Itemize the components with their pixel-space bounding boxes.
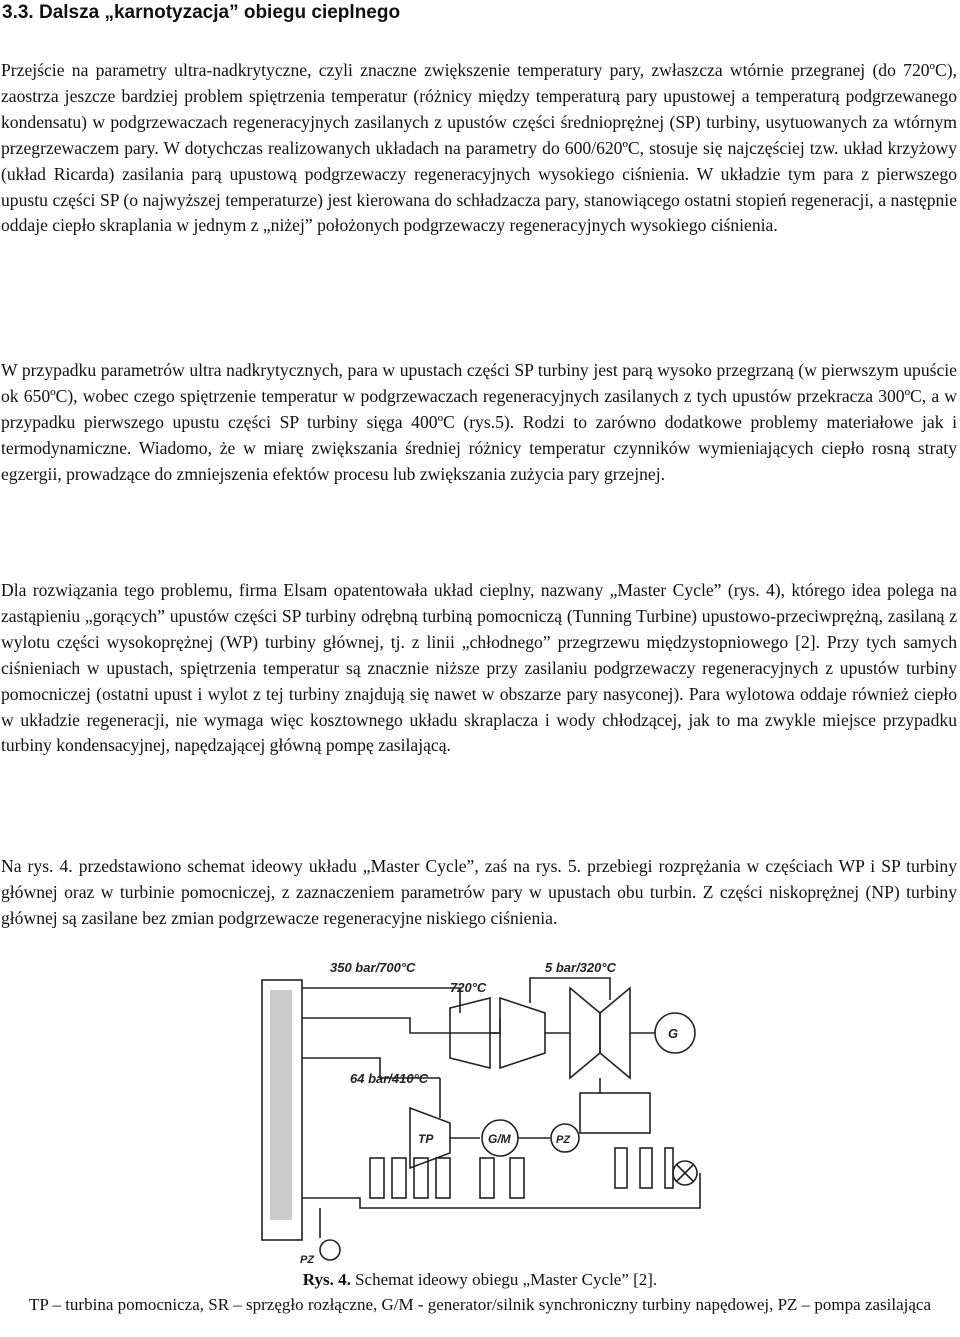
condenser	[580, 1093, 650, 1133]
label-exhaust: 5 bar/320°C	[545, 960, 616, 975]
hp-heater-4	[436, 1158, 450, 1198]
boiler-fill	[270, 990, 292, 1220]
lp-heater-1	[615, 1148, 627, 1188]
pz-bottom-circle	[320, 1240, 340, 1260]
paragraph-4: Na rys. 4. przedstawiono schemat ideowy układu „Master Cycle”, zaś na rys. 5. przebiegi rozprężania w częściach WP i SP turbiny głównej oraz w turbinie pomocniczej, z zaznaczeniem parametrów pary w upustach obu turbin. Z części niskoprężnej (NP) turbiny głównej są zasilane bez zmian podgrzewacze regeneracyjne niskiego ciśnienia.	[1, 856, 957, 928]
paragraph-3: Dla rozwiązania tego problemu, firma Elsam opatentowała układ cieplny, nazwany „Master Cycle” (rys. 4), którego idea polega na zastąpieniu „gorących” upustów części SP turbiny odrębną turbiną pomocniczą (Tunning Turbine) upustowo-przeciwprężną, zasilaną z wylotu części wysokoprężnej (WP) turbiny głównej, tj. z linii „chłodnego” przegrzewu międzystopniowego [2]. Przy tych samych ciśnieniach w upustach, spiętrzenia temperatur są znacznie niższe przy zasilaniu podgrzewaczy regeneracyjnych z upustów turbiny pomocniczej (ostatni upust i wylot z tej turbiny znajdują się nawet w obszarze pary nasyconej). Para wylotowa oddaje również ciepło w układzie regeneracji, nie wymaga więc kosztownego układu skraplacza i wody chłodzącej, jak to ma zwykle miejsce przypadku turbiny kondensacyjnej, napędzającej główną pompę zasilającą.	[1, 580, 957, 756]
label-reheat: 720°C	[450, 980, 487, 995]
paragraph-1: Przejście na parametry ultra-nadkrytyczne, czyli znaczne zwiększenie temperatury pary, zwłaszcza wtórnie przegranej (do 720ºC), zaostrza jeszcze bardziej problem spiętrzenia temperatur (różnicy między temperaturą pary upustowej a temperaturą podgrzewanego kondensatu) w podgrzewaczach regeneracyjnych zasilanych z upustów części średnioprężnej (SP) turbiny, usytuowanych za wtórnym przegrzewaczem pary. W dotychczas realizowanych układach na parametry do 600/620ºC, stosuje się najczęściej tzw. układ krzyżowy (układ Ricarda) zasilania parą upustową podgrzewaczy regeneracyjnych wysokiego ciśnienia. W układzie tym para z pierwszego upustu części SP (o najwyższej temperaturze) jest kierowana do schładzacza pary, stanowiącego ostatni stopień regeneracji, a następnie oddaje ciepło skraplania w jednym z „niżej” położonych podgrzewaczy regeneracyjnych wysokiego ciśnienia.	[1, 60, 957, 236]
label-generator: G	[668, 1026, 679, 1041]
label-gm: G/M	[488, 1132, 511, 1146]
hp-heater-2	[392, 1158, 406, 1198]
reheat-line	[302, 1018, 500, 1033]
label-pz-bottom: PZ	[300, 1254, 315, 1266]
section-heading: 3.3. Dalsza „karnotyzacja” obiegu cieplnego	[2, 2, 401, 23]
lp-turbine-right	[600, 988, 630, 1078]
hp-heater-1	[370, 1158, 384, 1198]
caption-label: Rys. 4.	[302, 1270, 351, 1289]
ip-turbine	[500, 998, 545, 1068]
label-pz: PZ	[556, 1134, 571, 1146]
label-main-steam: 350 bar/700°C	[330, 960, 416, 975]
figure-legend: TP – turbina pomocnicza, SR – sprzęgło rozłączne, G/M - generator/silnik synchroniczny turbiny napędowej, PZ – pompa zasilająca	[29, 1295, 931, 1314]
label-tp: TP	[418, 1132, 434, 1146]
schematic-svg	[260, 958, 710, 1266]
lp-heater-3	[665, 1148, 673, 1188]
caption-text: Schemat ideowy obiegu „Master Cycle” [2].	[355, 1270, 658, 1289]
hp-heater-5	[480, 1158, 494, 1198]
lp-heater-2	[640, 1148, 652, 1188]
hp-heater-6	[510, 1158, 524, 1198]
main-steam-line	[302, 988, 460, 1013]
paragraph-2: W przypadku parametrów ultra nadkrytycznych, para w upustach części SP turbiny jest parą wysoko przegrzaną (w pierwszym upuście ok 650ºC), wobec czego spiętrzenie temperatur w podgrzewaczach regeneracyjnych zasilanych z tych upustów przekracza 300ºC, a w przypadku pierwszego upustu części SP turbiny sięga 400ºC (rys.5). Rodzi to zarówno dodatkowe problemy materiałowe jak i termodynamiczne. Wiadomo, że w miarę zwiększania średniej różnicy temperatur czynników wymieniających ciepło rosną straty egzergii, prowadzące do zmniejszenia efektów procesu lub zwiększania zużycia pary grzejnej.	[1, 360, 957, 484]
label-extraction: 64 bar/410°C	[350, 1071, 429, 1086]
figure-caption	[0, 1270, 960, 1290]
master-cycle-diagram	[260, 958, 710, 1266]
lp-turbine-left	[570, 988, 600, 1078]
